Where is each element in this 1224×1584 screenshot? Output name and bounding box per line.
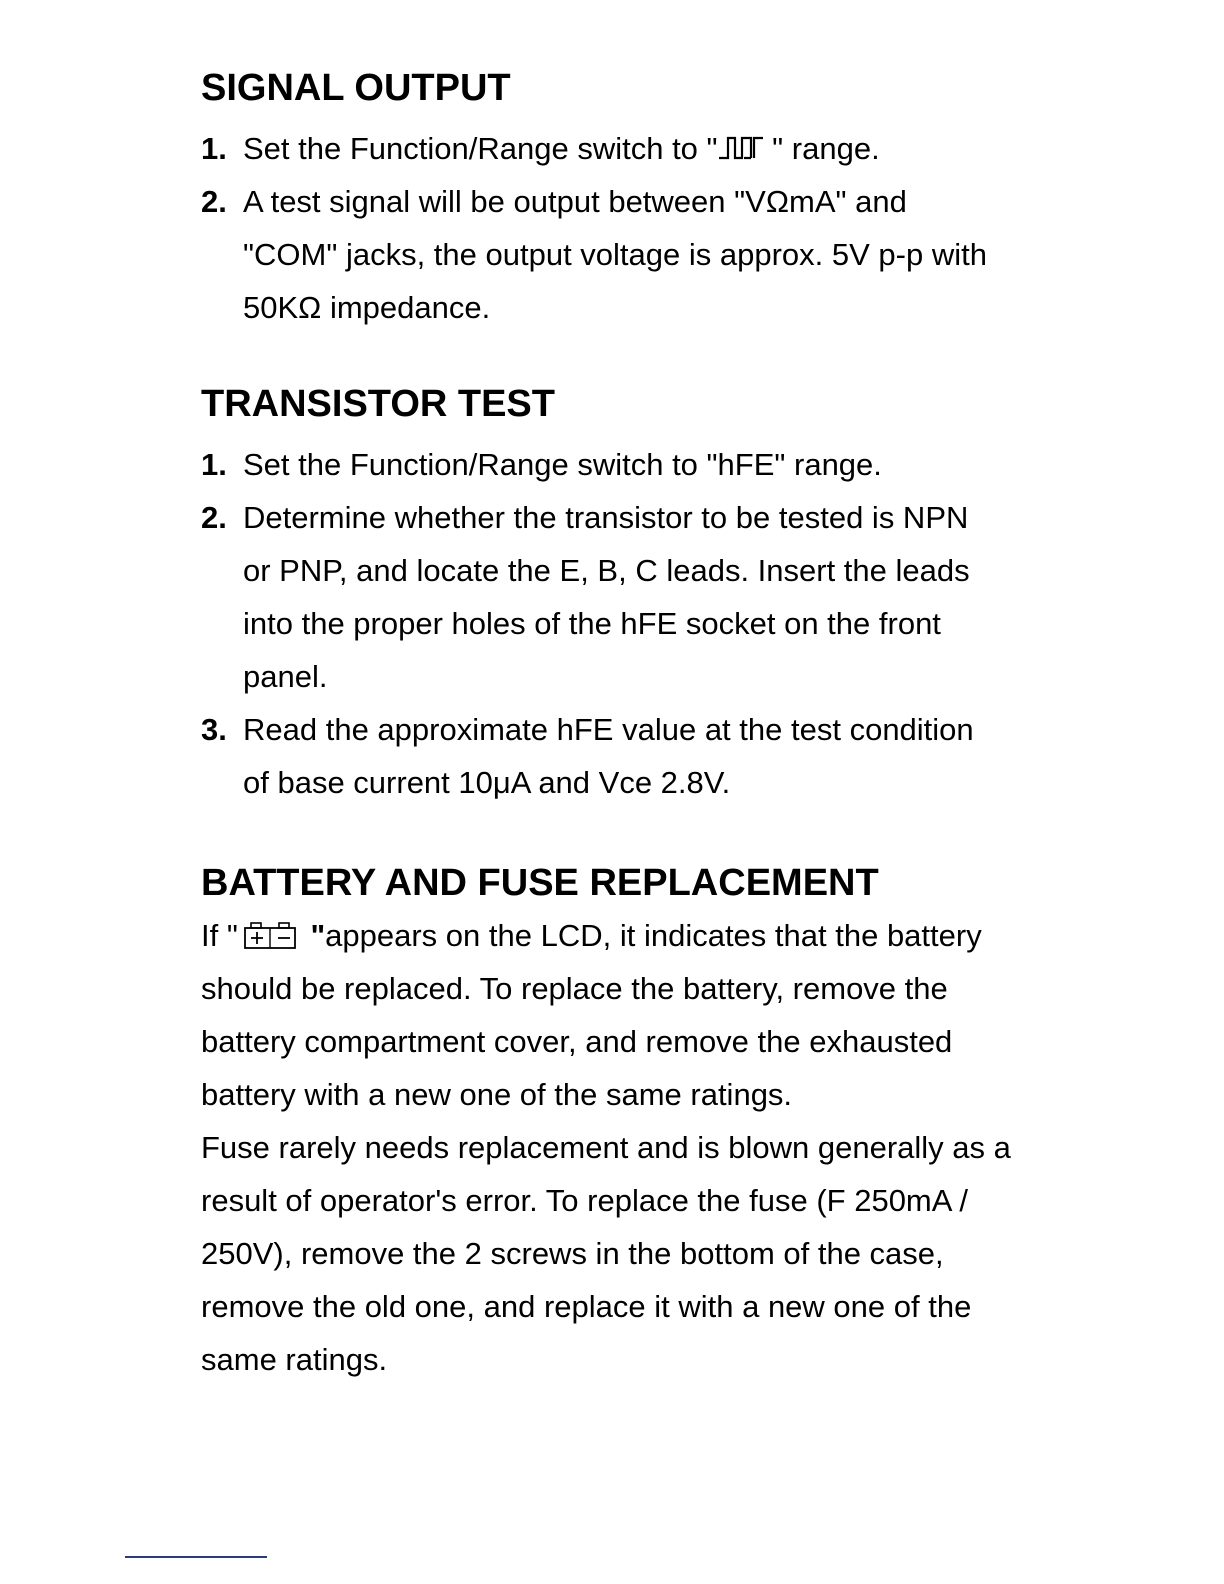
step-number: 1. [201, 447, 227, 482]
signal-output-steps [201, 122, 1021, 334]
transistor-test-steps [201, 438, 1021, 809]
step-text: Determine whether the transistor to be tested is NPN or PNP, and locate the E, B, C leads. Insert the leads into the proper holes of the hFE socket on the front panel. [243, 500, 970, 694]
battery-paragraph [201, 909, 1011, 1121]
step-text: Read the approximate hFE value at the test condition of base current 10μA and Vce 2.8V. [243, 712, 974, 800]
square-wave-icon [718, 134, 764, 162]
battery-fuse-title: BATTERY AND FUSE REPLACEMENT [201, 862, 879, 904]
list-item [201, 175, 1021, 334]
battery-icon [242, 920, 298, 950]
step-text-post: " range. [763, 131, 880, 166]
signal-output-title: SIGNAL OUTPUT [201, 67, 511, 109]
step-text: A test signal will be output between "VΩmA" and "COM" jacks, the output voltage is approx. 5V p-p with 50KΩ impedance. [243, 184, 987, 325]
list-item [201, 438, 1021, 491]
battery-paragraph-quote: " [301, 918, 326, 953]
fuse-paragraph: Fuse rarely needs replacement and is blown generally as a result of operator's error. To replace the fuse (F 250mA / 250V), remove the 2 screws in the bottom of the case, remove the old one, and replace it with a new one of the same ratings. [201, 1130, 1011, 1377]
battery-paragraph-post: appears on the LCD, it indicates that the battery should be replaced. To replace the battery, remove the battery compartment cover, and remove the exhausted battery with a new one of the same ratings. [201, 918, 982, 1112]
transistor-test-title: TRANSISTOR TEST [201, 383, 555, 425]
step-text [243, 122, 1003, 175]
battery-paragraph-pre: If " [201, 918, 238, 953]
step-number: 2. [201, 184, 227, 219]
step-number: 3. [201, 712, 227, 747]
step-number: 1. [201, 131, 227, 166]
list-item [201, 703, 1021, 809]
list-item [201, 122, 1021, 175]
list-item [201, 491, 1021, 703]
step-text-pre: Set the Function/Range switch to " [243, 131, 718, 166]
footer-divider [125, 1556, 267, 1558]
step-text: Set the Function/Range switch to "hFE" range. [243, 447, 882, 482]
step-number: 2. [201, 500, 227, 535]
manual-page [201, 62, 1021, 1386]
